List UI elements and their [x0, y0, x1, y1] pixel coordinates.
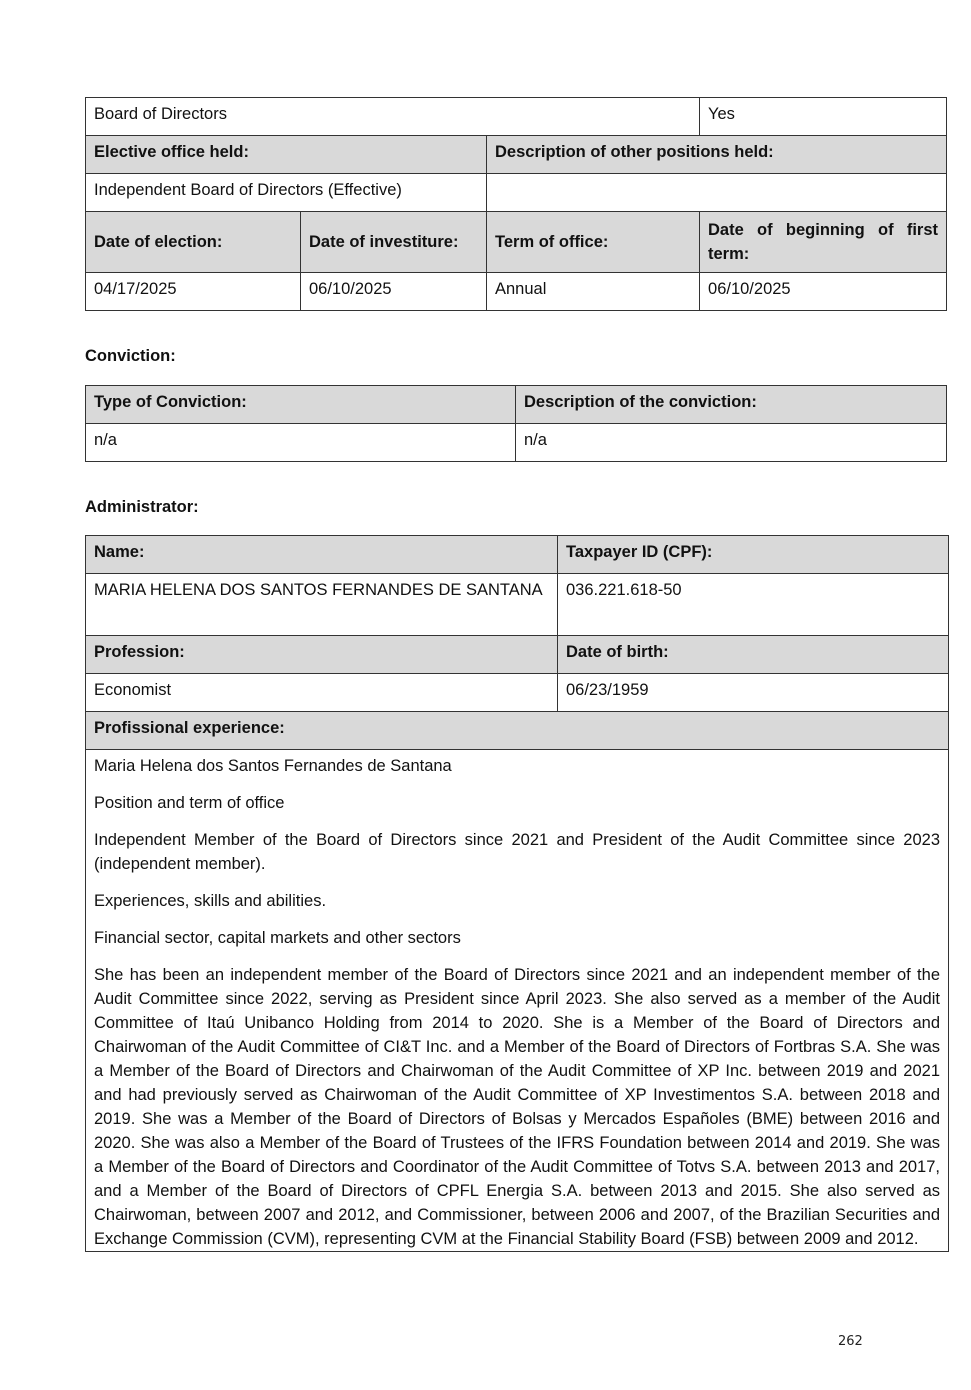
- organ-cell: Board of Directors: [86, 98, 700, 136]
- date-investiture-label: Date of investiture:: [301, 212, 487, 273]
- other-positions-value: [487, 174, 947, 212]
- other-positions-label: Description of other positions held:: [487, 136, 947, 174]
- experience-paragraph: Financial sector, capital markets and other sectors: [94, 929, 461, 947]
- experience-paragraph: Maria Helena dos Santos Fernandes de Santana: [94, 757, 452, 775]
- experience-paragraph: Experiences, skills and abilities.: [94, 892, 327, 910]
- administrator-heading: Administrator:: [85, 498, 199, 516]
- elective-office-label: Elective office held:: [86, 136, 487, 174]
- date-election-label: Date of election:: [86, 212, 301, 273]
- cpf-value: 036.221.618-50: [558, 574, 949, 636]
- conviction-heading: Conviction:: [85, 347, 176, 365]
- experience-paragraph: Independent Member of the Board of Directors since 2021 and President of the Audit Committee since 2023 (independent member).: [94, 831, 940, 873]
- page-number: 262: [838, 1334, 863, 1349]
- experience-paragraph: She has been an independent member of the Board of Directors since 2021 and an independent member of the Audit Committee since 2022, serving as President since April 2023. She also served as a member of the Audit Committee of Itaú Unibanco Holding from 2014 to 2020. She is a Member of the Board of Directors and Chairwoman of the Audit Committee of CI&T Inc. and a Member of the Board of Directors of Fortbras S.A. She was a Member of the Board of Directors and Chairwoman of the Audit Committee of XP Inc. between 2019 and 2021 and had previously served as Chairwoman of the Audit Committee of XP Investimentos S.A. between 2018 and 2019. She was a Member of the Board of Directors of Bolsas y Mercados Españoles (BME) between 2016 and 2020. She was also a Member of the Board of Trustees of the IFRS Foundation between 2014 and 2019. She was a Member of the Board of Directors and Coordinator of the Audit Committee of Totvs S.A. between 2013 and 2017, and a Member of the Board of Directors of CPFL Energia S.A. between 2013 and 2015. She also served as Chairwoman, between 2007 and 2012, and Commissioner, between 2006 and 2007, of the Brazilian Securities and Exchange Commission (CVM), representing CVM at the Financial Stability Board (FSB) between 2009 and 2012.: [94, 966, 940, 1248]
- conviction-description-label: Description of the conviction:: [516, 386, 947, 424]
- conviction-table: [85, 385, 947, 462]
- term-label: Term of office:: [487, 212, 700, 273]
- first-term-value: 06/10/2025: [700, 273, 947, 311]
- experience-label: Profissional experience:: [86, 712, 949, 750]
- experience-body: [86, 750, 949, 1252]
- office-table: [85, 97, 947, 311]
- elective-office-value: Independent Board of Directors (Effective): [86, 174, 487, 212]
- birth-label: Date of birth:: [558, 636, 949, 674]
- conviction-type-label: Type of Conviction:: [86, 386, 516, 424]
- date-investiture-value: 06/10/2025: [301, 273, 487, 311]
- profession-label: Profession:: [86, 636, 558, 674]
- first-term-label: Date of beginning of first term:: [700, 212, 947, 273]
- date-election-value: 04/17/2025: [86, 273, 301, 311]
- birth-value: 06/23/1959: [558, 674, 949, 712]
- term-value: Annual: [487, 273, 700, 311]
- profession-value: Economist: [86, 674, 558, 712]
- conviction-description-value: n/a: [516, 424, 947, 462]
- name-value: MARIA HELENA DOS SANTOS FERNANDES DE SANTANA: [86, 574, 558, 636]
- conviction-type-value: n/a: [86, 424, 516, 462]
- name-label: Name:: [86, 536, 558, 574]
- experience-paragraph: Position and term of office: [94, 794, 285, 812]
- cpf-label: Taxpayer ID (CPF):: [558, 536, 949, 574]
- organ-value-cell: Yes: [700, 98, 947, 136]
- administrator-table: [85, 535, 949, 1252]
